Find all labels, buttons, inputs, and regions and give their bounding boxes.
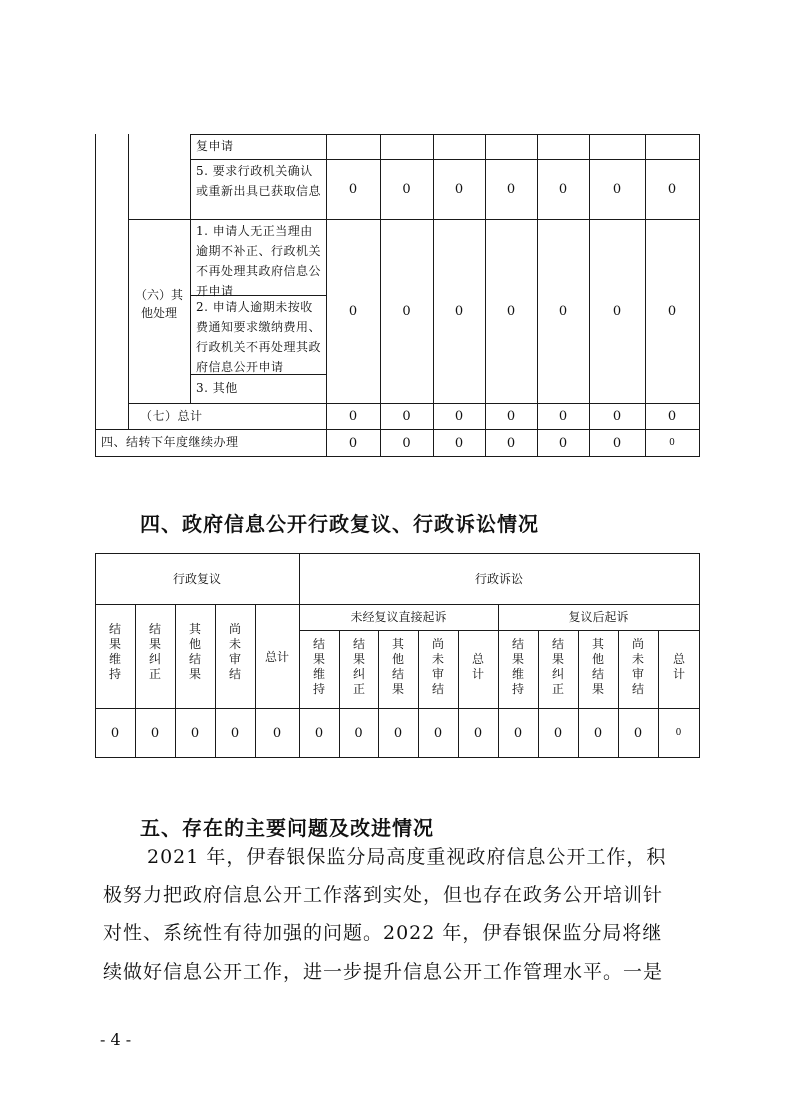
direct-suit-header: 未经复议直接起诉 <box>350 610 447 624</box>
group6-value: 0 <box>558 304 568 319</box>
carry-over-value: 0 <box>669 437 675 448</box>
litigation-value: 0 <box>473 725 483 741</box>
group6-value: 0 <box>612 304 622 319</box>
group6-value: 0 <box>454 304 464 319</box>
litigation-value: 0 <box>593 725 603 741</box>
column-label: 总计 <box>672 652 685 681</box>
litigation-header: 行政诉讼 <box>474 571 523 586</box>
total-value: 0 <box>454 409 464 424</box>
litigation-value: 0 <box>675 727 682 738</box>
carry-over-value: 0 <box>348 435 358 451</box>
body-line: 续做好信息公开工作，进一步提升信息公开工作管理水平。一是 <box>103 961 664 983</box>
carry-over-value: 0 <box>558 435 568 451</box>
column-label: 尚未审结 <box>631 637 644 696</box>
column-label: 其他结果 <box>391 637 404 696</box>
column-label: 尚未审结 <box>431 637 444 696</box>
litigation-value: 0 <box>393 725 403 741</box>
row5-value: 0 <box>667 182 677 197</box>
litigation-value: 0 <box>633 725 643 741</box>
total-value: 0 <box>402 409 411 424</box>
litigation-value: 0 <box>354 725 363 741</box>
column-label: 结果维持 <box>108 622 121 681</box>
column-label: 其他结果 <box>188 622 201 681</box>
review-header: 行政复议 <box>172 571 221 586</box>
total-value: 0 <box>558 409 568 424</box>
total-label: （七）总计 <box>140 409 203 423</box>
carry-over-value: 0 <box>454 435 464 451</box>
group6-sub1-label: 1. 申请人无正当理由逾期不补正、行政机关不再处理其政府信息公开申请 <box>196 224 322 298</box>
total-value: 0 <box>667 409 677 424</box>
row5-label: 5. 要求行政机关确认或重新出具已获取信息 <box>196 164 322 198</box>
body-line: 对性、系统性有待加强的问题。2022 年，伊春银保监分局将继 <box>103 922 663 944</box>
group6-value: 0 <box>506 304 516 319</box>
carry-over-label: 四、结转下年度继续办理 <box>101 435 239 449</box>
group6-value: 0 <box>402 304 411 319</box>
column-label: 总计 <box>471 652 484 681</box>
litigation-value: 0 <box>553 725 563 741</box>
after-review-suit-header: 复议后起诉 <box>568 610 629 624</box>
review-value: 0 <box>110 725 120 741</box>
row5-value: 0 <box>454 182 464 197</box>
section5-heading: 五、存在的主要问题及改进情况 <box>140 816 434 840</box>
row5-value: 0 <box>558 182 568 197</box>
column-label: 结果维持 <box>511 637 524 696</box>
page-number: - 4 - <box>100 1030 132 1049</box>
section4-heading: 四、政府信息公开行政复议、行政诉讼情况 <box>140 512 539 536</box>
review-value: 0 <box>230 725 240 741</box>
body-line: 2021 年，伊春银保监分局高度重视政府信息公开工作，积 <box>147 846 667 868</box>
litigation-value: 0 <box>433 725 443 741</box>
column-label: 结果纠正 <box>148 622 161 681</box>
row5-value: 0 <box>612 182 622 197</box>
group6-sub3-label: 3. 其他 <box>196 381 238 395</box>
row5-value: 0 <box>348 182 358 197</box>
column-label: 结果纠正 <box>352 637 365 696</box>
review-value: 0 <box>272 725 282 741</box>
column-label: 其他结果 <box>591 637 604 696</box>
group6-value: 0 <box>348 304 358 319</box>
group6-label: （六）其他处理 <box>134 288 183 320</box>
row5-value: 0 <box>402 182 411 197</box>
litigation-value: 0 <box>513 725 523 741</box>
column-label: 结果纠正 <box>551 637 564 696</box>
carry-over-value: 0 <box>506 435 516 451</box>
column-label: 结果维持 <box>312 637 325 696</box>
column-label: 尚未审结 <box>228 622 241 681</box>
total-value: 0 <box>612 409 622 424</box>
total-value: 0 <box>348 409 358 424</box>
carry-over-value: 0 <box>612 435 622 451</box>
group6-value: 0 <box>667 304 677 319</box>
row5-value: 0 <box>506 182 516 197</box>
carry-over-value: 0 <box>402 435 411 451</box>
row-resubmit-label: 复申请 <box>196 139 234 153</box>
column-label: 总计 <box>264 649 289 664</box>
review-value: 0 <box>150 725 160 741</box>
litigation-value: 0 <box>314 725 324 741</box>
body-line: 极努力把政府信息公开工作落到实处，但也存在政务公开培训针 <box>103 884 664 906</box>
total-value: 0 <box>506 409 516 424</box>
group6-sub2-label: 2. 申请人逾期未按收费通知要求缴纳费用、行政机关不再处理其政府信息公开申请 <box>196 300 322 374</box>
review-value: 0 <box>190 725 200 741</box>
